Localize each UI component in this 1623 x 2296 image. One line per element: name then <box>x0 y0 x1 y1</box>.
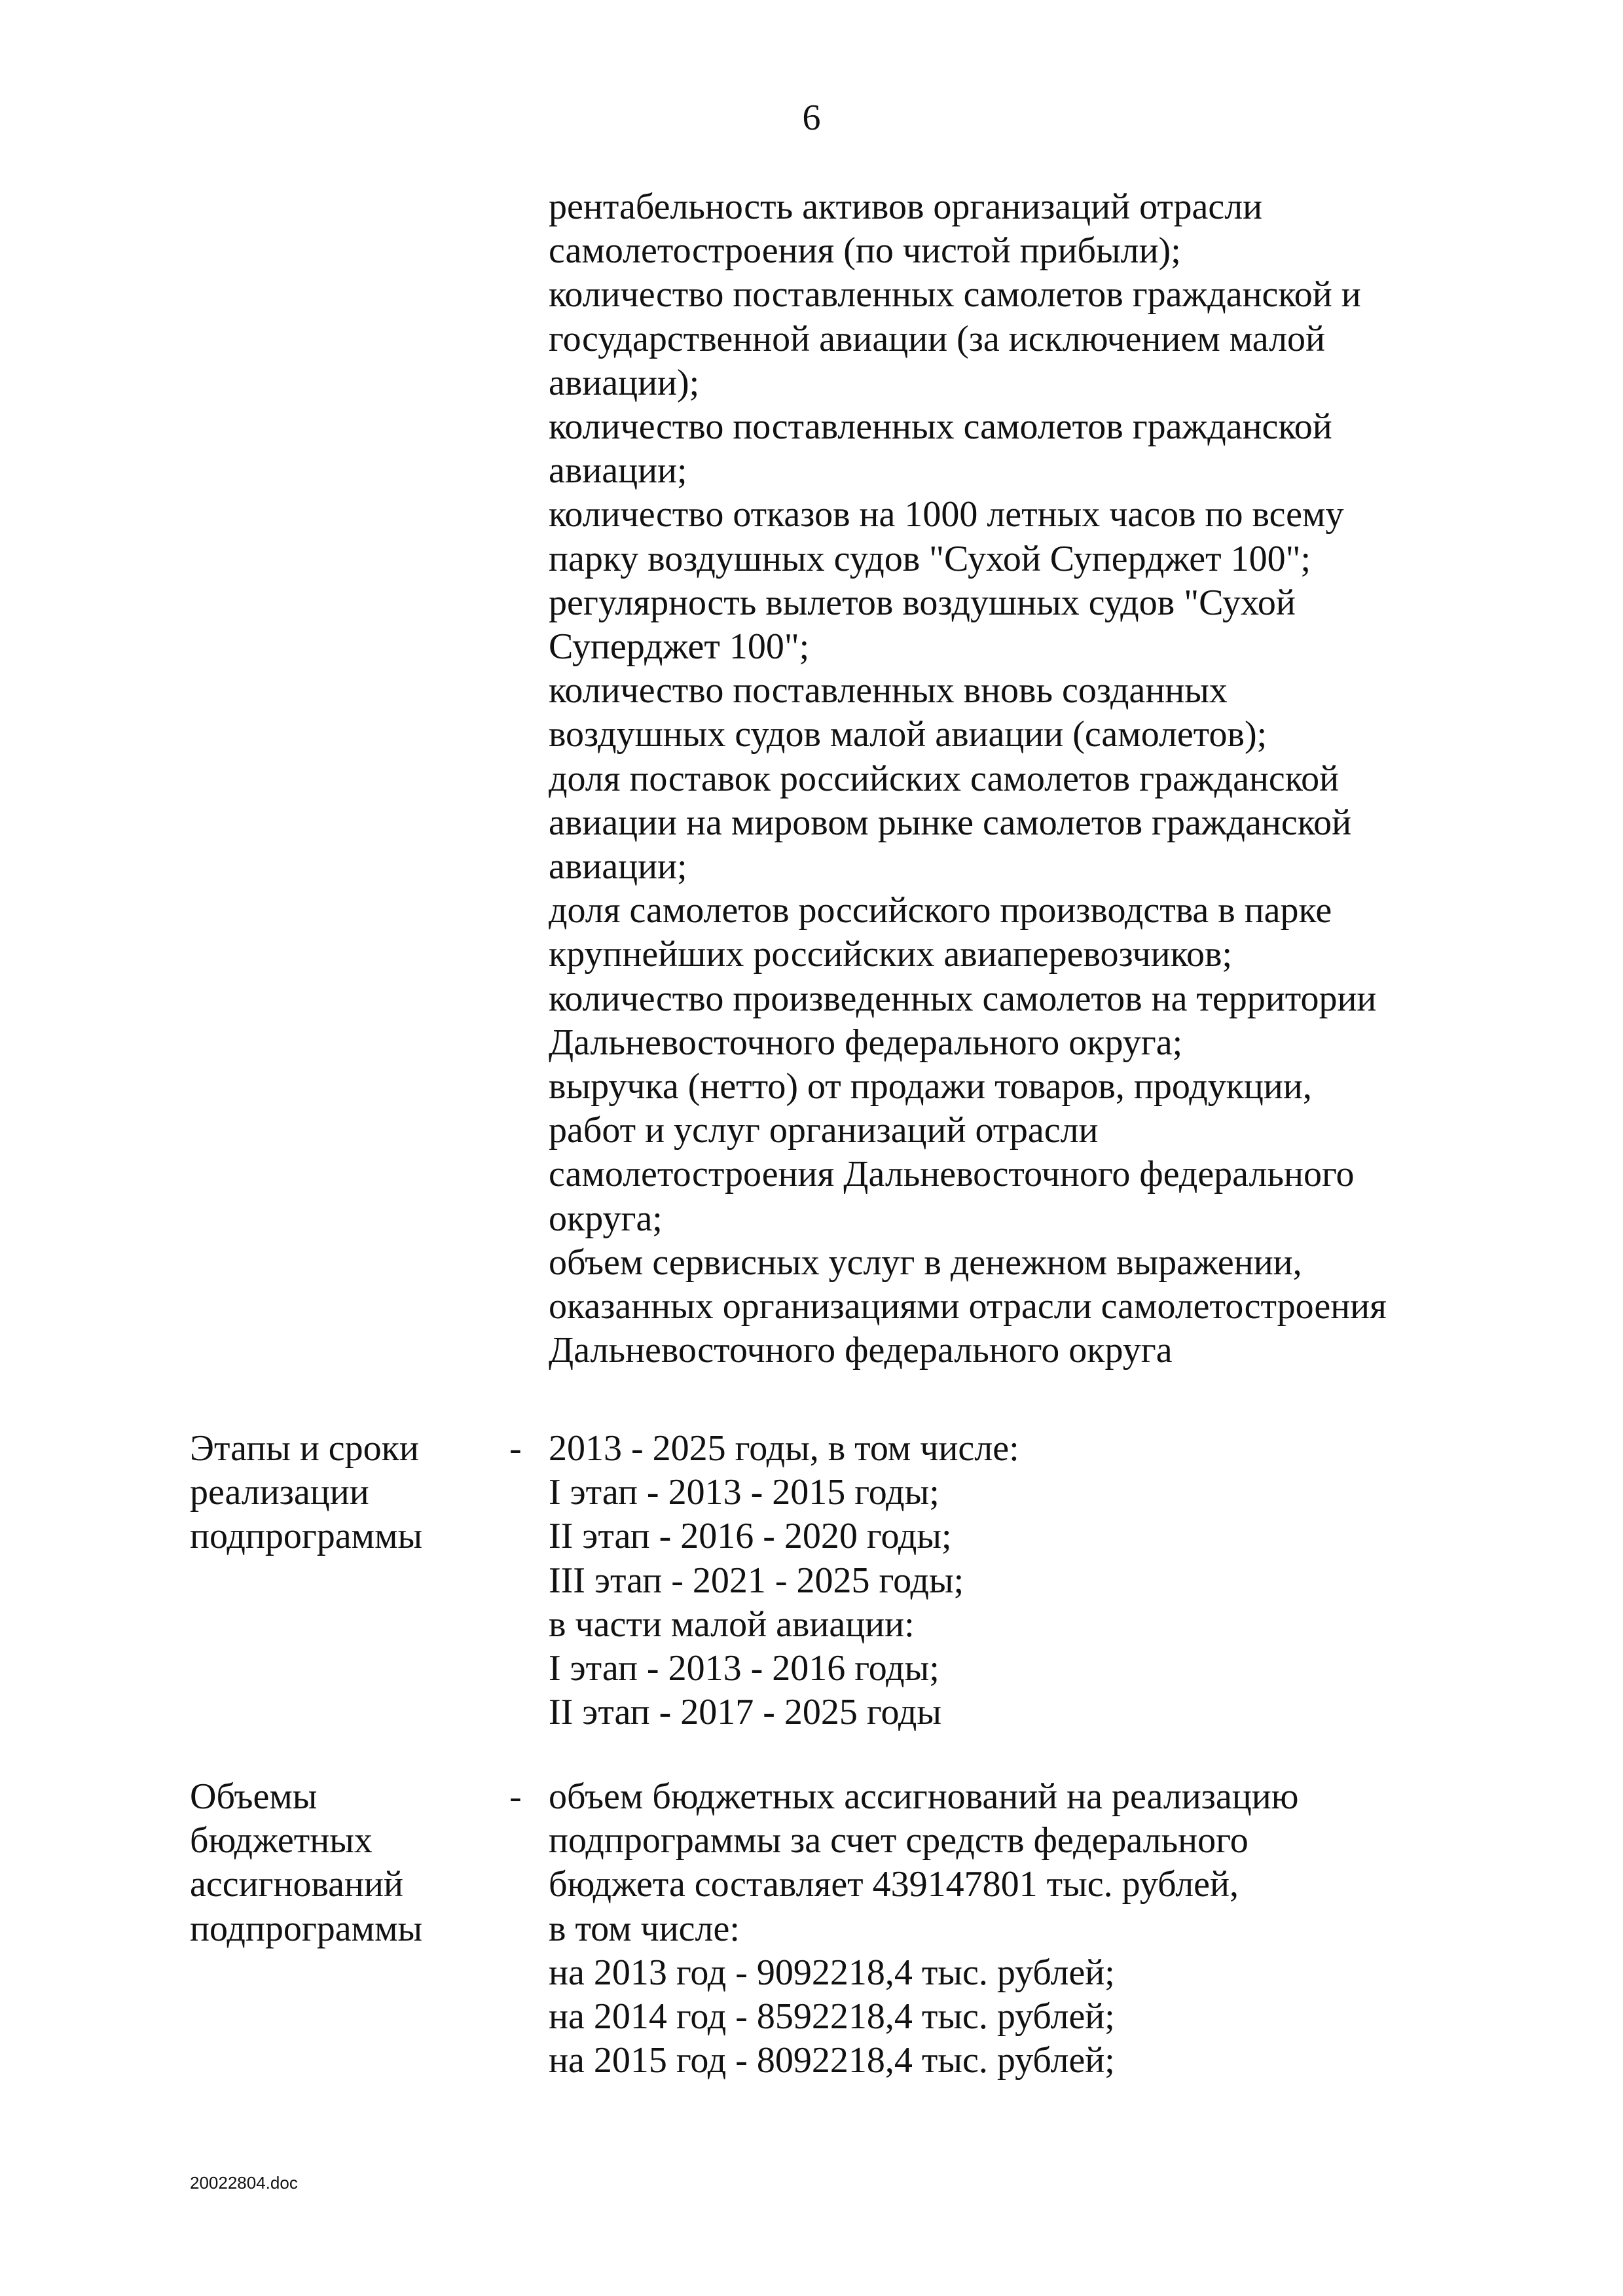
indicator-line: рентабельность активов организаций отрасли <box>549 187 1263 227</box>
stages-line: III этап - 2021 - 2025 годы; <box>549 1560 964 1601</box>
indicator-line: авиации на мировом рынке самолетов гражданской <box>549 802 1352 843</box>
stages-line: II этап - 2016 - 2020 годы; <box>549 1516 952 1557</box>
indicator-line: Дальневосточного федерального округа; <box>549 1022 1183 1063</box>
budget-line: на 2014 год - 8592218,4 тыс. рублей; <box>549 1996 1115 2037</box>
indicators-list <box>549 185 1387 1372</box>
stages-line: II этап - 2017 - 2025 годы <box>549 1692 941 1733</box>
indicator-line: авиации; <box>549 846 687 888</box>
indicator-line: объем сервисных услуг в денежном выражении, <box>549 1242 1302 1283</box>
document-filename: 20022804.doc <box>190 2173 298 2193</box>
stages-content <box>549 1427 1019 1734</box>
stages-line: 2013 - 2025 годы, в том числе: <box>549 1428 1019 1469</box>
indicator-line: Суперджет 100"; <box>549 626 810 668</box>
budget-line: на 2013 год - 9092218,4 тыс. рублей; <box>549 1952 1115 1993</box>
budget-dash: - <box>509 1776 522 1817</box>
indicator-line: авиации); <box>549 362 700 403</box>
indicator-line: самолетостроения (по чистой прибыли); <box>549 230 1181 272</box>
indicator-line: Дальневосточного федерального округа <box>549 1330 1173 1371</box>
indicator-line: самолетостроения Дальневосточного федерального <box>549 1154 1355 1195</box>
stages-line: в части малой авиации: <box>549 1604 915 1645</box>
indicator-line: количество поставленных вновь созданных <box>549 670 1228 711</box>
indicator-line: количество отказов на 1000 летных часов по всему <box>549 494 1344 535</box>
stages-dash: - <box>509 1428 522 1469</box>
stages-label-line: подпрограммы <box>190 1516 423 1557</box>
stages-line: I этап - 2013 - 2016 годы; <box>549 1648 939 1689</box>
budget-line: подпрограммы за счет средств федерального <box>549 1820 1249 1861</box>
indicator-line: оказанных организациями отрасли самолетостроения <box>549 1286 1387 1327</box>
indicator-line: парку воздушных судов "Сухой Суперджет 100"; <box>549 538 1311 579</box>
indicator-line: количество произведенных самолетов на территории <box>549 978 1377 1019</box>
indicator-line: государственной авиации (за исключением малой <box>549 318 1326 359</box>
budget-line: в том числе: <box>549 1908 740 1949</box>
budget-label-line: ассигнований <box>190 1864 403 1905</box>
budget-line: объем бюджетных ассигнований на реализацию <box>549 1776 1299 1817</box>
budget-label-line: Объемы <box>190 1776 318 1817</box>
stages-label <box>190 1427 422 1559</box>
indicator-line: работ и услуг организаций отрасли <box>549 1110 1099 1151</box>
indicator-line: количество поставленных самолетов гражданской и <box>549 274 1361 315</box>
budget-label <box>190 1775 422 1951</box>
indicator-line: авиации; <box>549 450 687 492</box>
indicator-line: округа; <box>549 1198 663 1239</box>
indicator-line: выручка (нетто) от продажи товаров, продукции, <box>549 1066 1312 1107</box>
indicator-line: регулярность вылетов воздушных судов "Сухой <box>549 582 1296 623</box>
indicator-line: доля поставок российских самолетов гражданской <box>549 758 1340 799</box>
stages-label-line: Этапы и сроки <box>190 1428 419 1469</box>
budget-label-line: подпрограммы <box>190 1908 423 1949</box>
indicator-line: количество поставленных самолетов гражданской <box>549 406 1332 448</box>
page-number: 6 <box>802 98 821 138</box>
indicator-line: крупнейших российских авиаперевозчиков; <box>549 934 1233 975</box>
stages-label-line: реализации <box>190 1472 369 1513</box>
budget-line: на 2015 год - 8092218,4 тыс. рублей; <box>549 2040 1115 2081</box>
budget-label-line: бюджетных <box>190 1820 373 1861</box>
indicator-line: воздушных судов малой авиации (самолетов); <box>549 714 1267 755</box>
indicator-line: доля самолетов российского производства в парке <box>549 890 1332 931</box>
budget-line: бюджета составляет 439147801 тыс. рублей, <box>549 1864 1239 1905</box>
budget-content <box>549 1775 1299 2083</box>
stages-line: I этап - 2013 - 2015 годы; <box>549 1472 939 1513</box>
